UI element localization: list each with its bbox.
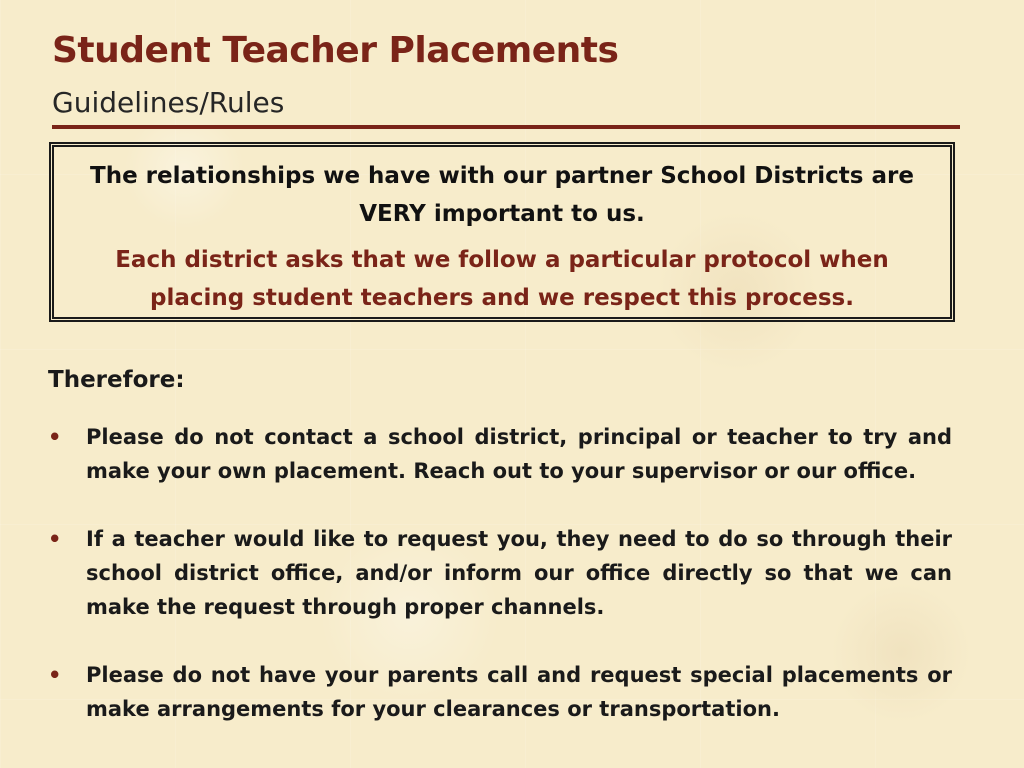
therefore-label: Therefore: [48,367,185,393]
list-item-text: Please do not have your parents call and request special placements or make arrangements for your clearances or transportation. [86,663,952,721]
guidelines-list [48,420,952,760]
list-item [48,522,952,624]
slide-subtitle: Guidelines/Rules [52,86,285,119]
list-item-text: Please do not contact a school district, principal or teacher to try and make your own placement. Reach out to your supervisor or our office. [86,425,952,483]
list-item [48,420,952,488]
title-divider [52,125,960,129]
slide-title: Student Teacher Placements [52,30,619,71]
callout-relationships-text: The relationships we have with our partner School Districts are VERY important to us. [90,163,914,227]
list-item [48,658,952,726]
callout-box [49,142,955,322]
bullet-icon: • [48,527,62,551]
list-item-text: If a teacher would like to request you, they need to do so through their school district office, and/or inform our office directly so that we can make the request through proper channels. [86,527,952,619]
bullet-icon: • [48,425,62,449]
callout-protocol-text: Each district asks that we follow a particular protocol when placing student teachers and we respect this process. [115,247,889,311]
bullet-icon: • [48,663,62,687]
